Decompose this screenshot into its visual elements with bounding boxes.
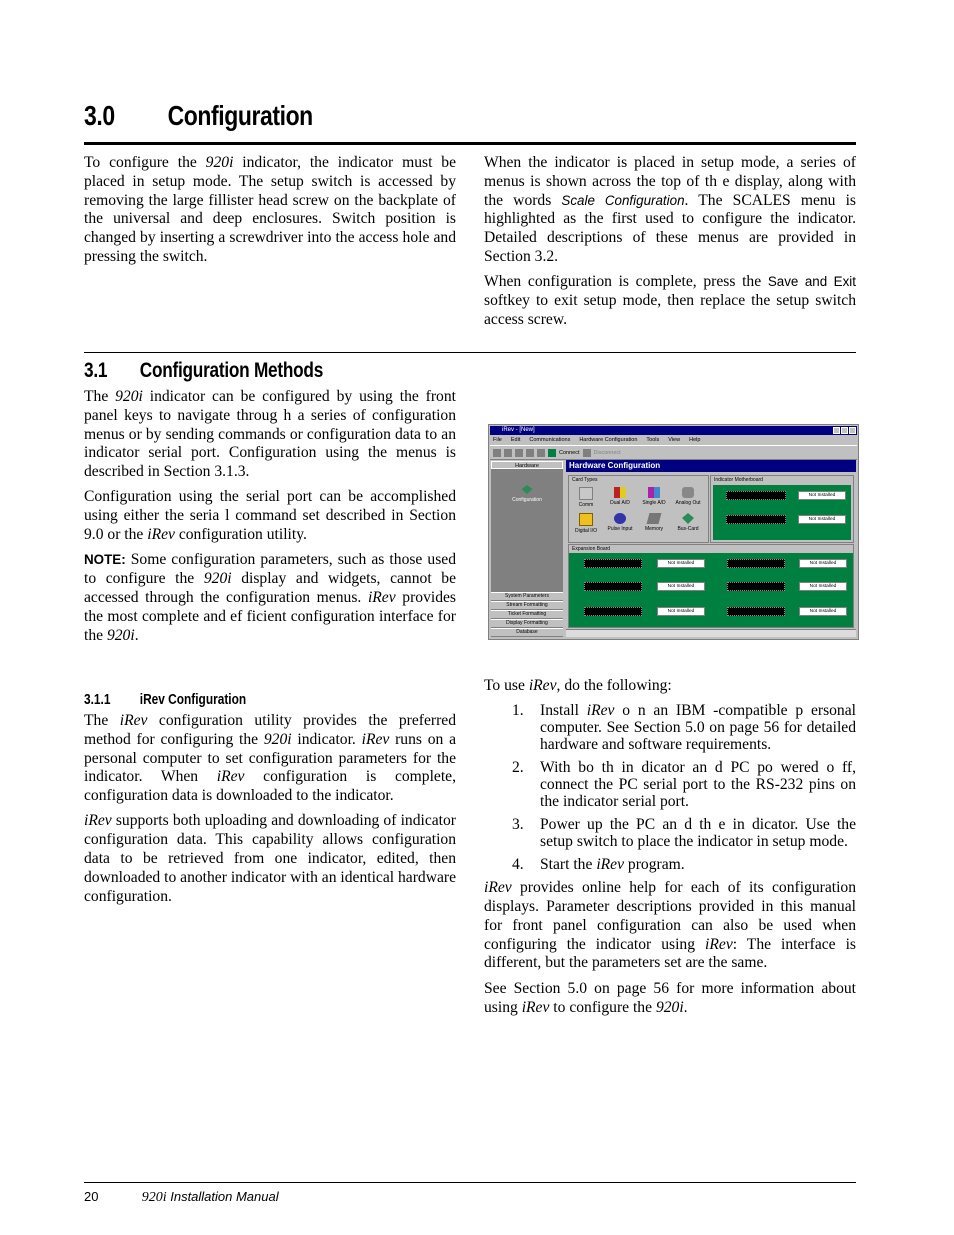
paragraph: Configuration using the serial port can be accomplished using either the seria l command set described in Section 9.0 or the iRev configuration utility. bbox=[84, 488, 456, 544]
menu-tools: Tools bbox=[646, 437, 660, 443]
paragraph: To configure the 920i indicator, the indicator must be placed in setup mode. The setup switch is accessed by removing the large fillister head screw on the backplate of the universal and deep enclosures. Switch position is changed by inserting a screwdriver into the access hole and pressing the switch. bbox=[84, 154, 456, 265]
section-title: Configuration Methods bbox=[139, 359, 324, 382]
emphasis: iRev bbox=[361, 730, 390, 748]
expansion-board bbox=[569, 553, 853, 627]
main-pane-title: Hardware Configuration bbox=[566, 460, 856, 472]
pulse-input-icon bbox=[614, 513, 626, 524]
screenshot-horizontal-scrollbar bbox=[566, 629, 856, 637]
step-number: 1. bbox=[512, 702, 524, 720]
right-column-body bbox=[484, 677, 856, 1024]
paragraph: iRev provides online help for each of its configuration displays. Parameter descriptions provided in this manual for front panel configuration can also be used when configuring the indicator using iRev: The interface is different, but the parameters set are the same. bbox=[484, 879, 856, 972]
left-tab: System Parameters bbox=[491, 592, 563, 601]
emphasis: iRev bbox=[84, 812, 112, 830]
section-3-1-body bbox=[84, 388, 456, 652]
card-types-label: Card Types bbox=[572, 477, 598, 483]
menu-edit: Edit bbox=[510, 437, 521, 443]
emphasis: iRev bbox=[216, 768, 245, 786]
screenshot-menubar bbox=[490, 436, 857, 445]
slot bbox=[727, 582, 785, 591]
single-ad-icon bbox=[648, 487, 660, 498]
card-label: Memory bbox=[644, 526, 664, 532]
step-text: With bo th in dicator an d PC po wered o ff, connect the PC serial port to the RS-232 pins on the indicator serial port. bbox=[540, 759, 856, 811]
not-installed-label: Not Installed bbox=[657, 582, 705, 591]
chapter-rule bbox=[84, 142, 856, 145]
steps-intro: To use iRev, do the following: bbox=[484, 677, 672, 694]
paragraph: See Section 5.0 on page 56 for more information about using iRev to configure the 920i. bbox=[484, 979, 856, 1016]
analog-out-icon bbox=[682, 487, 694, 498]
save-icon bbox=[515, 449, 523, 457]
slot bbox=[584, 607, 642, 616]
not-installed-label: Not Installed bbox=[798, 491, 846, 500]
ui-term: Scale Configuration bbox=[561, 192, 685, 208]
not-installed-label: Not Installed bbox=[799, 607, 847, 616]
motherboard-board bbox=[713, 485, 851, 540]
step-text: Power up the PC an d th e in dicator. Use the setup switch to place the indicator in setup mode. bbox=[540, 816, 856, 851]
menu-hardware-configuration: Hardware Configuration bbox=[579, 437, 638, 443]
step-number: 4. bbox=[512, 856, 524, 874]
motherboard-label: Indicator Motherboard bbox=[714, 477, 763, 483]
step-number: 2. bbox=[512, 759, 524, 777]
emphasis: iRev bbox=[119, 712, 148, 729]
step-number: 3. bbox=[512, 816, 524, 834]
page-number: 20 bbox=[84, 1189, 99, 1204]
emphasis: 920i bbox=[203, 570, 232, 588]
chapter-heading bbox=[84, 100, 313, 132]
footer-manual-model: 920i bbox=[141, 1190, 167, 1205]
slot bbox=[727, 559, 785, 568]
emphasis: iRev bbox=[705, 935, 733, 953]
menu-communications: Communications bbox=[529, 437, 571, 443]
intro-left bbox=[84, 154, 456, 273]
emphasis: iRev bbox=[596, 856, 625, 874]
emphasis: 920i bbox=[115, 388, 143, 405]
left-pane-item-label: Configuration bbox=[512, 497, 542, 503]
emphasis: 920i bbox=[263, 730, 292, 748]
card-dual-ad bbox=[603, 487, 637, 506]
memory-icon bbox=[647, 513, 662, 524]
not-installed-label: Not Installed bbox=[799, 582, 847, 591]
card-label: Pulse Input bbox=[607, 526, 633, 532]
screenshot-left-pane bbox=[491, 461, 563, 637]
left-pane-tabs bbox=[491, 592, 563, 637]
chapter-title: Configuration bbox=[167, 100, 313, 131]
screenshot-main-pane bbox=[566, 460, 856, 630]
section-number: 3.1 bbox=[84, 359, 108, 382]
paragraph: When the indicator is placed in setup mode, a series of menus is shown across the top of th e display, along with the words Scale Configuration. The SCALES menu is highlighted as the first used to configure the indicator. Detailed descriptions of these menus are provided in Section 3.2. bbox=[484, 154, 856, 265]
connect-label: Connect bbox=[559, 449, 580, 456]
note-label: NOTE: bbox=[84, 552, 126, 568]
close-icon bbox=[849, 427, 856, 434]
menu-view: View bbox=[668, 437, 681, 443]
emphasis: iRev bbox=[528, 677, 557, 694]
card-single-ad bbox=[637, 487, 671, 506]
connect-icon bbox=[548, 449, 556, 457]
emphasis: 920i bbox=[106, 626, 135, 644]
step-text: Start the iRev program. bbox=[540, 856, 685, 874]
window-controls bbox=[833, 427, 856, 434]
bus-card-icon bbox=[682, 513, 694, 524]
card-label: Dual A/D bbox=[610, 500, 630, 506]
not-installed-label: Not Installed bbox=[798, 515, 846, 524]
slot bbox=[584, 582, 642, 591]
menu-file: File bbox=[493, 437, 502, 443]
right-body-paragraphs bbox=[484, 879, 856, 1017]
motherboard-panel bbox=[710, 475, 854, 543]
step-text: Install iRev o n an IBM -compatible p ersonal computer. See Section 5.0 on page 56 for detailed hardware and software requirements. bbox=[540, 702, 856, 754]
card-label: Digital I/O bbox=[575, 528, 597, 534]
chapter-number: 3.0 bbox=[84, 100, 115, 131]
comm-card-icon bbox=[579, 487, 593, 500]
emphasis: iRev bbox=[484, 879, 512, 897]
card-pulse-input bbox=[603, 513, 637, 532]
screenshot-window-title: iRev - [New] bbox=[502, 427, 535, 433]
open-icon bbox=[504, 449, 512, 457]
emphasis: 920i bbox=[205, 154, 234, 171]
menu-help: Help bbox=[689, 437, 701, 443]
left-tab: Ticket Formatting bbox=[491, 610, 563, 619]
paragraph: iRev supports both uploading and downloading of indicator configuration data. This capability allows configuration data to be retrieved from one indicator, edited, then downloaded to another indicator with an identical hardware configuration. bbox=[84, 812, 456, 905]
card-comm bbox=[569, 487, 603, 508]
maximize-icon bbox=[841, 427, 848, 434]
configuration-icon bbox=[522, 485, 533, 494]
expansion-label: Expansion Board bbox=[572, 546, 611, 552]
slot bbox=[584, 559, 642, 568]
card-analog-out bbox=[671, 487, 705, 506]
help-icon bbox=[537, 449, 545, 457]
steps-list bbox=[484, 702, 856, 873]
slot bbox=[726, 491, 786, 500]
footer bbox=[84, 1189, 279, 1206]
card-label: Single A/D bbox=[642, 500, 666, 506]
list-item bbox=[484, 702, 856, 753]
section-heading-3-1-1 bbox=[84, 692, 246, 708]
left-tab: Display Formatting bbox=[491, 619, 563, 628]
intro-right bbox=[484, 154, 856, 336]
emphasis: iRev bbox=[586, 702, 615, 720]
screenshot-toolbar bbox=[490, 445, 857, 460]
minimize-icon bbox=[833, 427, 840, 434]
not-installed-label: Not Installed bbox=[657, 559, 705, 568]
card-bus-card bbox=[671, 513, 705, 532]
new-icon bbox=[493, 449, 501, 457]
emphasis: iRev bbox=[147, 526, 175, 544]
dual-ad-icon bbox=[614, 487, 626, 498]
irev-screenshot bbox=[488, 424, 859, 640]
disconnect-label: Disconnect bbox=[593, 449, 621, 456]
paragraph: When configuration is complete, press the Save and Exit softkey to exit setup mode, then replace the setup switch access screw. bbox=[484, 273, 856, 328]
card-label: Analog Out bbox=[675, 500, 701, 506]
not-installed-label: Not Installed bbox=[657, 607, 705, 616]
slot bbox=[726, 515, 786, 524]
paragraph: NOTE: Some configuration parameters, such as those used to configure the 920i display and widgets, cannot be accessed through the configuration menus. iRev provides the most complete and ef ficient configuration interface for the 920i. bbox=[84, 551, 457, 644]
subsection-number: 3.1.1 bbox=[84, 692, 111, 708]
footer-rule bbox=[84, 1182, 856, 1183]
slot bbox=[727, 607, 785, 616]
list-item bbox=[484, 816, 856, 850]
list-item bbox=[484, 759, 856, 810]
paragraph: The 920i indicator can be configured by using the front panel keys to navigate throug h a series of configuration menus or by sending commands or configuration data to an indicator serial port. Configuration using the menus is described in Section 3.1.3. bbox=[84, 388, 456, 481]
paragraph: The iRev configuration utility provides the preferred method for configuring the 920i indicator. iRev runs on a personal computer to set configuration parameters for the indicator. When iRev configuration is complete, configuration data is downloaded to the indicator. bbox=[84, 712, 456, 805]
left-tab: Stream Formatting bbox=[491, 601, 563, 610]
section-3-1-1-body bbox=[84, 712, 456, 913]
emphasis: 920i bbox=[655, 998, 684, 1016]
footer-manual-title: Installation Manual bbox=[166, 1189, 279, 1204]
left-tab: Database bbox=[491, 628, 563, 637]
subsection-title: iRev Configuration bbox=[139, 692, 247, 708]
card-memory bbox=[637, 513, 671, 532]
emphasis: iRev bbox=[521, 998, 550, 1016]
screenshot-title-bar bbox=[490, 426, 857, 435]
card-label: Comm bbox=[578, 502, 594, 508]
left-pane-header: Hardware bbox=[491, 461, 563, 469]
emphasis: iRev bbox=[367, 588, 396, 606]
card-digital-io bbox=[569, 513, 603, 534]
list-item bbox=[484, 856, 856, 873]
disconnect-icon bbox=[583, 449, 591, 457]
card-label: Bus-Card bbox=[677, 526, 699, 532]
print-icon bbox=[526, 449, 534, 457]
section-heading-3-1 bbox=[84, 359, 323, 383]
expansion-board-panel bbox=[568, 544, 854, 628]
digital-io-icon bbox=[579, 513, 593, 526]
left-pane-configuration bbox=[491, 485, 563, 503]
card-types-panel bbox=[568, 475, 709, 543]
ui-term: Save and Exit bbox=[767, 274, 856, 290]
not-installed-label: Not Installed bbox=[799, 559, 847, 568]
section-rule bbox=[84, 352, 856, 353]
